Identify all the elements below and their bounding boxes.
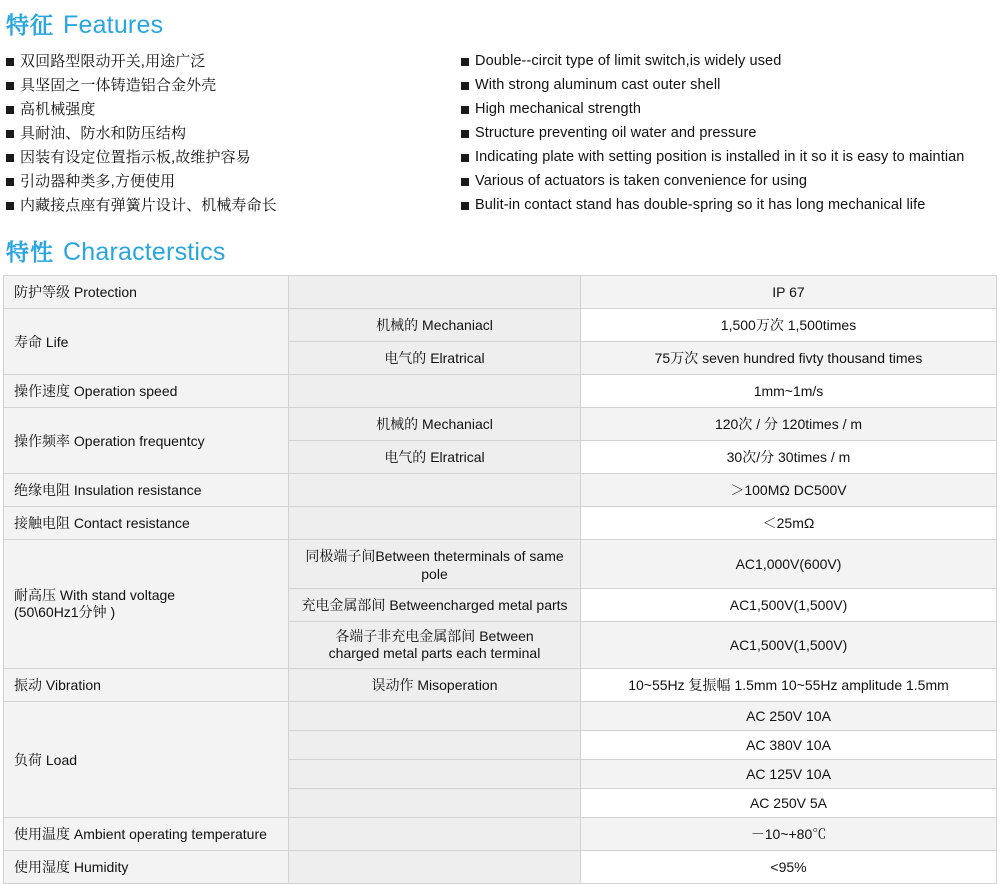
row-mid-line1: 各端子非充电金属部间 Between — [335, 628, 534, 644]
features-heading — [0, 0, 1000, 40]
feature-text: With strong aluminum cast outer shell — [475, 77, 721, 93]
list-item — [461, 196, 991, 215]
row-mid — [289, 474, 581, 507]
list-item — [6, 100, 461, 119]
row-mid — [289, 818, 581, 851]
table-row — [4, 375, 997, 408]
row-value: AC 380V 10A — [581, 731, 997, 760]
feature-text: 高机械强度 — [20, 101, 96, 118]
square-bullet-icon — [461, 130, 469, 138]
row-value: 30次/分 30times / m — [581, 441, 997, 474]
feature-text: 具坚固之一体铸造铝合金外壳 — [20, 77, 217, 94]
feature-text: Indicating plate with setting position is installed in it so it is easy to maintian — [475, 149, 965, 165]
square-bullet-icon — [461, 82, 469, 90]
row-value: 1,500万次 1,500times — [581, 309, 997, 342]
table-row — [4, 540, 997, 589]
feature-text: Bulit-in contact stand has double-spring so it has long mechanical life — [475, 197, 926, 213]
row-value: 120次 / 分 120times / m — [581, 408, 997, 441]
row-mid — [289, 760, 581, 789]
features-list-en — [461, 52, 991, 220]
list-item — [6, 124, 461, 143]
list-item — [461, 172, 991, 191]
row-value: －10~+80℃ — [581, 818, 997, 851]
features-lists — [0, 40, 1000, 220]
table-row — [4, 276, 997, 309]
specifications-table — [3, 275, 997, 884]
square-bullet-icon — [6, 58, 14, 66]
feature-text: 具耐油、防水和防压结构 — [20, 125, 187, 142]
square-bullet-icon — [461, 106, 469, 114]
square-bullet-icon — [6, 202, 14, 210]
row-mid: 机械的 Mechaniacl — [289, 408, 581, 441]
characterstics-heading-cn: 特性 — [6, 239, 54, 265]
row-label: 使用湿度 Humidity — [4, 851, 289, 884]
row-mid — [289, 851, 581, 884]
row-label: 振动 Vibration — [4, 669, 289, 702]
row-value: 1mm~1m/s — [581, 375, 997, 408]
row-mid: 误动作 Misoperation — [289, 669, 581, 702]
row-label: 防护等级 Protection — [4, 276, 289, 309]
row-value: AC1,000V(600V) — [581, 540, 997, 589]
square-bullet-icon — [6, 130, 14, 138]
list-item — [461, 52, 991, 71]
row-label: 负荷 Load — [4, 702, 289, 818]
row-label-line1: 耐高压 With stand voltage — [14, 587, 176, 603]
row-value: ＞100MΩ DC500V — [581, 474, 997, 507]
row-label: 使用温度 Ambient operating temperature — [4, 818, 289, 851]
row-mid — [289, 702, 581, 731]
row-value: 75万次 seven hundred fivty thousand times — [581, 342, 997, 375]
list-item — [461, 76, 991, 95]
square-bullet-icon — [6, 82, 14, 90]
row-label — [4, 540, 289, 669]
row-label: 接触电阻 Contact resistance — [4, 507, 289, 540]
row-mid: 电气的 Elratrical — [289, 342, 581, 375]
table-row — [4, 851, 997, 884]
row-label: 操作速度 Operation speed — [4, 375, 289, 408]
row-value: AC 125V 10A — [581, 760, 997, 789]
feature-text: Various of actuators is taken convenience for using — [475, 173, 808, 189]
table-row — [4, 309, 997, 342]
list-item — [461, 100, 991, 119]
list-item — [6, 172, 461, 191]
feature-text: High mechanical strength — [475, 101, 642, 117]
feature-text: Structure preventing oil water and pressure — [475, 125, 757, 141]
feature-text: 因装有设定位置指示板,故维护容易 — [20, 149, 251, 166]
row-mid: 同极端子间Between theterminals of same pole — [289, 540, 581, 589]
characterstics-heading — [0, 220, 1000, 267]
row-value: <95% — [581, 851, 997, 884]
table-row — [4, 474, 997, 507]
row-mid: 机械的 Mechaniacl — [289, 309, 581, 342]
table-row — [4, 507, 997, 540]
row-mid — [289, 375, 581, 408]
table-row — [4, 818, 997, 851]
square-bullet-icon — [461, 202, 469, 210]
list-item — [6, 52, 461, 71]
feature-text: 内藏接点座有弹簧片设计、机械寿命长 — [20, 197, 277, 214]
feature-text: Double--circit type of limit switch,is widely used — [475, 53, 782, 69]
square-bullet-icon — [461, 58, 469, 66]
row-mid — [289, 622, 581, 669]
table-row — [4, 408, 997, 441]
list-item — [461, 148, 991, 167]
row-value: AC 250V 5A — [581, 789, 997, 818]
feature-text: 引动器种类多,方便使用 — [20, 173, 176, 190]
square-bullet-icon — [6, 178, 14, 186]
square-bullet-icon — [461, 178, 469, 186]
row-mid-line2: charged metal parts each terminal — [328, 645, 541, 661]
row-value: AC 250V 10A — [581, 702, 997, 731]
row-mid — [289, 731, 581, 760]
table-row — [4, 669, 997, 702]
row-mid — [289, 276, 581, 309]
list-item — [6, 196, 461, 215]
row-value: 10~55Hz 复振幅 1.5mm 10~55Hz amplitude 1.5mm — [581, 669, 997, 702]
square-bullet-icon — [6, 106, 14, 114]
list-item — [6, 148, 461, 167]
row-mid — [289, 507, 581, 540]
row-mid: 充电金属部间 Betweencharged metal parts — [289, 589, 581, 622]
features-list-cn — [6, 52, 461, 220]
list-item — [461, 124, 991, 143]
row-label: 操作频率 Operation frequentcy — [4, 408, 289, 474]
feature-text: 双回路型限动开关,用途广泛 — [20, 53, 206, 70]
row-label-line2: (50\60Hz1分钟 ) — [14, 604, 116, 620]
row-value: ＜25mΩ — [581, 507, 997, 540]
row-value: AC1,500V(1,500V) — [581, 622, 997, 669]
row-label: 绝缘电阻 Insulation resistance — [4, 474, 289, 507]
features-heading-cn: 特征 — [6, 12, 54, 38]
row-mid: 电气的 Elratrical — [289, 441, 581, 474]
table-row — [4, 702, 997, 731]
row-value: IP 67 — [581, 276, 997, 309]
specifications-table-wrap — [0, 267, 1000, 884]
row-mid — [289, 789, 581, 818]
square-bullet-icon — [6, 154, 14, 162]
characterstics-heading-en: Characterstics — [63, 238, 226, 266]
features-heading-en: Features — [63, 11, 164, 39]
list-item — [6, 76, 461, 95]
square-bullet-icon — [461, 154, 469, 162]
row-value: AC1,500V(1,500V) — [581, 589, 997, 622]
row-label: 寿命 Life — [4, 309, 289, 375]
